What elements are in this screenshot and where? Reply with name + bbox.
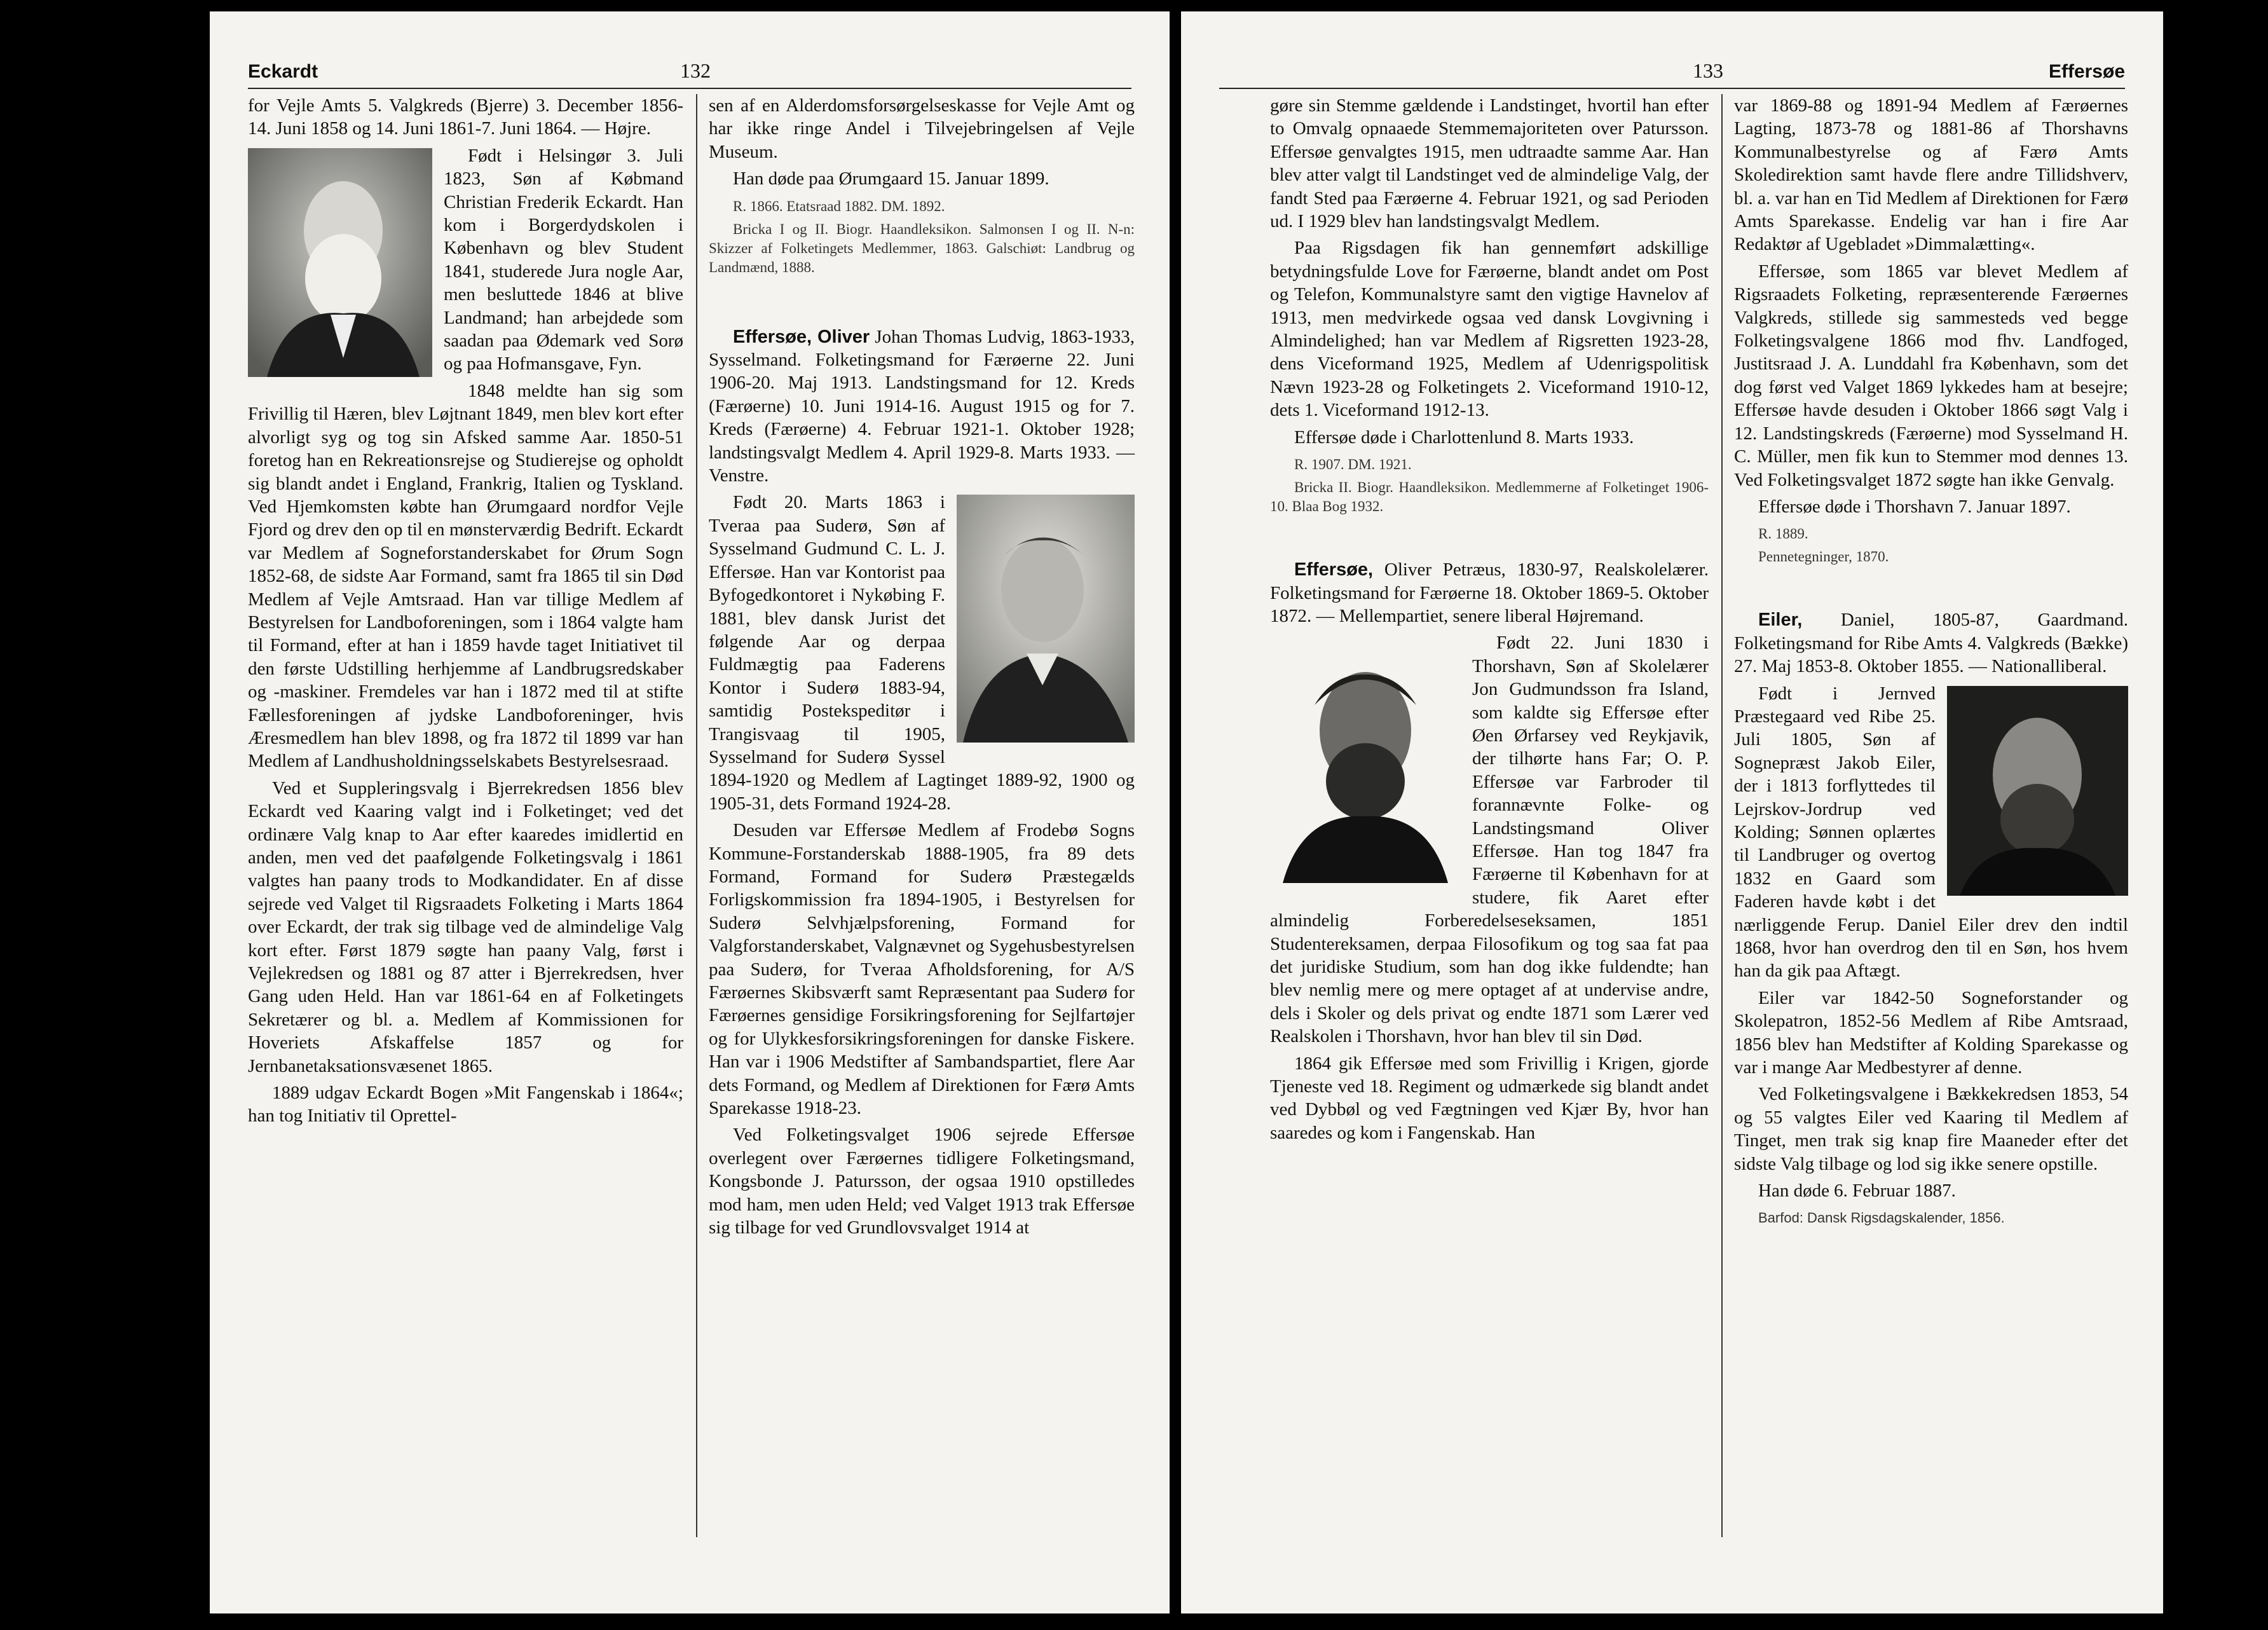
reference: R. 1866. Etatsraad 1882. DM. 1892.: [733, 198, 945, 214]
reference: Bricka II. Biogr. Haandleksikon. Medlemmerne af Folketinget 1906-10. Blaa Bog 1932.: [1270, 479, 1709, 515]
paragraph: Han døde paa Ørumgaard 15. Januar 1899.: [733, 168, 1049, 189]
entry-summary: Johan Thomas Ludvig, 1863-1933, Sysselmand. Folketingsmand for Færøerne 22. Juni 1906-20. Maj 1913. Landstingsmand for 12. Kreds (Færøerne) 10. Juni 1914-16. August 1915 og for 7. Kreds (Færøerne) 4. Februar 1921-1. Oktober 1928; landstingsvalgt Medlem 4. April 1929-8. Marts 1933. — Venstre.: [709, 326, 1135, 486]
paragraph: Ved Folketingsvalgene i Bækkekredsen 1853, 54 og 55 valgtes Eiler ved Kaaring til Medlem af Tinget, men trak sig knap fire Maaneder efter det sidste Valg tilbage og lod sig ikke senere opstille.: [1734, 1084, 2128, 1174]
column-1: [1270, 94, 1709, 1148]
paragraph: Eiler var 1842-50 Sogneforstander og Skolepatron, 1852-56 Medlem af Ribe Amtsraad, 1856 blev han Medstifter af Kolding Sparekasse og var i mange Aar Medbestyrer af denne.: [1734, 987, 2128, 1078]
paragraph: Født 20. Marts 1863 i Tveraa paa Suderø, Søn af Sysselmand Gudmund C. L. J. Effersøe. Han var Kontorist paa Byfogedkontoret i Nykøbing F. 1881, blev dansk Jurist det følgende Aar og derpaa Fuldmægtig paa Faderens Kontor i Suderø 1883-94, samtidig Postekspeditør i Trangisvaag til 1905, Sysselmand for Suderø Syssel 1894-1920 og Medlem af Lagtinget 1889-92, 1900 og 1905-31, dets Formand 1924-28.: [709, 492, 1135, 814]
portrait-oliver-effersoe: [957, 495, 1135, 743]
page-header: [1219, 43, 2125, 89]
portrait-oliver-petraeus-effersoe: [1270, 635, 1461, 883]
paragraph: 1848 meldte han sig som Frivillig til Hæren, blev Løjtnant 1849, men blev kort efter alvorligt syg og tog sin Afsked samme Aar. 1850-51 foretog han en Rekreationsrejse og Studierejse og opholdt sig blandt andet i England, Frankrig, Italien og Tyskland. Ved Hjemkomsten købte han Ørumgaard nordfor Vejle Fjord og drev den op til en mønsterværdig Bedrift. Eckardt var Medlem af Sogneforstanderskabet for Ørum Sogn 1852-68, de sidste Aar Formand, samt fra 1865 til sin Død Medlem af Vejle Amtsraad. Han var tillige Medlem af Bestyrelsen for Landboforeningen, som i 1864 valgte ham til Formand, efter at han i 1859 havde taget Initiativet til den første Udstilling herhjemme af Landbrugsredskaber og -maskiner. Fremdeles var han i 1872 med til at stifte Fællesforeningen af jydske Landboforeninger, hvis Æresmedlem han blev 1898, og fra 1872 til 1899 var han Medlem af Landhusholdningsselskabets Bestyrelsesraad.: [248, 380, 683, 772]
paragraph: Født i Jernved Præstegaard ved Ribe 25. Juli 1805, Søn af Sognepræst Jakob Eiler, der i 1813 forflyttedes til Lejrskov-Jordrup ved Kolding; Sønnen oplærtes til Landbruger og overtog 1832 en Gaard som Faderen havde købt i det nærliggende Ferup. Daniel Eiler drev den indtil 1868, hvor han overdrog den til en Søn, hos hvem han da gik paa Aftægt.: [1734, 683, 2128, 982]
portrait-eckardt: [248, 148, 432, 377]
paragraph: var 1869-88 og 1891-94 Medlem af Færøernes Lagting, 1873-78 og 1881-86 af Thorshavns Kommunalbestyrelse og af Færø Amts Skoledirektion samt havde flere andre Tillidshverv, bl. a. var han en Tid Medlem af Direktionen for Færø Amts Sparekasse. Endelig var han i fire Aar Redaktør af Ugebladet »Dimmalætting«.: [1734, 95, 2128, 255]
paragraph: Ved et Suppleringsvalg i Bjerrekredsen 1856 blev Eckardt ved Kaaring valgt ind i Folketinget; ved det ordinære Valg knap to Aar efter kaaredes imidlertid en anden, men ved det paafølgende Folketingsvalg i 1861 valgtes han paany trods to Modkandidater. En af disse sejrede ved Valget til Rigsraadets Folketing i Marts 1864 over Eckardt, der trak sig tilbage ved de almindelige Valg kort efter. Først 1879 søgte han paany Valg, først i Vejlekredsen og 1881 og 87 atter i Bjerrekredsen, hver Gang uden Held. Han var 1861-64 en af Folketingets Sekretærer og bl. a. Medlem af Kommissionen for Hoveriets Afskaffelse 1857 og for Jernbanetaksationsvæsenet 1865.: [248, 777, 683, 1076]
column-divider: [696, 94, 697, 1537]
paragraph: Effersøe døde i Charlottenlund 8. Marts 1933.: [1294, 427, 1634, 448]
entry-title: Effersøe,: [1294, 559, 1374, 580]
column-divider: [1721, 94, 1723, 1537]
paragraph: Ved Folketingsvalget 1906 sejrede Effersøe overlegent over Færøernes tidligere Folketingsmand, Kongsbonde J. Patursson, der ogsaa 1910 opstilledes mod ham, men uden Held; ved Valget 1913 trak Effersøe sig tilbage for ved Grundlovsvalget 1914 at: [709, 1125, 1135, 1238]
entry-summary: Daniel, 1805-87, Gaardmand. Folketingsmand for Ribe Amts 4. Valgkreds (Bække) 27. Maj 1853-8. Oktober 1855. — Nationalliberal.: [1734, 610, 2128, 677]
paragraph: Effersøe, som 1865 var blevet Medlem af Rigsraadets Folketing, repræsenterende Færøernes Valgkreds, stillede sig sammesteds ved begge Folketingsvalgene 1866 mod fhv. Landfoged, Justitsraad J. A. Lunddahl fra København, som det dog først ved Valget 1869 lykkedes ham at besejre; Effersøe havde desuden i Oktober 1866 søgt Valg i 12. Landstingskreds (Færøerne) mod Sysselmand H. C. Müller, men fik kun to Stemmer mod dennes 13. Ved Folketingsvalget 1872 søgte han ikke Genvalg.: [1734, 261, 2128, 490]
paragraph: Født 22. Juni 1830 i Thorshavn, Søn af Skolelærer Jon Gudmundsson fra Island, som kaldte sig Effersøe efter Øen Ørfarsey ved Reykjavik, der tilhørte hans Far; O. P. Effersøe var Farbroder til forannævnte Folke- og Landstingsmand Oliver Effersøe. Han tog 1847 fra Færøerne til København for at studere, fik Aaret efter almindelig Forberedelseseksamen, 1851 Studentereksamen, derpaa Filosofikum og tog saa fat paa det juridiske Studium, som han dog ikke fuldendte; han blev nemlig mere og mere optaget af at undervise andre, dels i Skoler og dels privat og endte 1871 som Lærer ved Realskolen i Thorshavn, hvor han blev til sin Død.: [1270, 633, 1709, 1047]
paragraph: Desuden var Effersøe Medlem af Frodebø Sogns Kommune-Forstanderskab 1888-1905, fra 89 dets Formand, Formand for Suderø Præstegælds Forligskommission fra 1894-1905, i Bestyrelsen for Suderø Selvhjælpsforening, Formand for Valgforstanderskabet, Valgnævnet og Sygehusbestyrelsen paa Suderø, for Tveraa Afholdsforening, for A/S Færøernes Skibsværft samt Repræsentant paa Suderø for Færøernes gensidige Forsikringsforening for Sejlfartøjer og for Ulykkesforsikringsforeningen for danske Fiskere. Han var i 1906 Medstifter af Sambandspartiet, flere Aar dets Formand, og Medlem af Direktionen for Færø Amts Sparekasse 1918-23.: [709, 820, 1135, 1119]
paragraph: gøre sin Stemme gældende i Landstinget, hvortil han efter to Omvalg opnaaede Stemmemajoriteten over Patursson. Effersøe genvalgtes 1915, men udtraadte samme Aar. Han blev atter valgt til Landstinget ved de almindelige Valg, der fandt Sted paa Færøerne 4. Februar 1921, og sad Perioden ud. I 1929 blev han landstingsvalgt Medlem.: [1270, 95, 1709, 232]
paragraph: sen af en Alderdomsforsørgelseskasse for Vejle Amt og har ikke ringe Andel i Tilvejebringelsen af Vejle Museum.: [709, 95, 1135, 162]
reference: Pennetegninger, 1870.: [1758, 549, 1889, 565]
left-page: [210, 11, 1170, 1613]
reference: Barfod: Dansk Rigsdagskalender, 1856.: [1758, 1210, 2005, 1226]
column-2: [709, 94, 1135, 1243]
paragraph: 1864 gik Effersøe med som Frivillig i Krigen, gjorde Tjeneste ved 18. Regiment og udmærkede sig blandt andet ved Dybbøl og ved Fægtningen ved Kjær By, hvor han saaredes og kom i Fangenskab. Han: [1270, 1053, 1709, 1143]
column-1: [248, 94, 683, 1132]
right-page: [1181, 11, 2163, 1613]
page-header: [248, 43, 1131, 89]
entry-title: Effersøe, Oliver: [733, 326, 870, 347]
reference: Bricka I og II. Biogr. Haandleksikon. Salmonsen I og II. N-n: Skizzer af Folketingets Medlemmer, 1863. Galschiøt: Landbrug og Landmænd, 1888.: [709, 221, 1135, 275]
paragraph: Effersøe døde i Thorshavn 7. Januar 1897.: [1758, 496, 2071, 517]
running-head: Effersøe: [2048, 61, 2125, 82]
page-number: 132: [680, 59, 711, 82]
portrait-daniel-eiler: [1947, 686, 2128, 896]
column-2: [1734, 94, 2128, 1231]
paragraph: Født i Helsingør 3. Juli 1823, Søn af Købmand Christian Frederik Eckardt. Han kom i Borgerdydskolen i København og blev Student 1841, studerede Jura nogle Aar, men besluttede 1846 at blive Landmand; han arbejdede som saadan paa Ødemark ved Sorø og paa Hofmansgave, Fyn.: [444, 145, 683, 374]
page-number: 133: [1693, 59, 1723, 82]
paragraph: Paa Rigsdagen fik han gennemført adskillige betydningsfulde Love for Færøerne, blandt andet om Post og Telefon, Kommunalstyre samt den vigtige Havnelov af 1913, men medvirkede ogsaa ved dansk Lovgivning i Almindelighed; han var Medlem af Rigsretten 1923-28, dens Viceformand 1925, Medlem af Udenrigspolitisk Nævn 1923-28 og Folketingets 2. Viceformand 1910-12, dets 1. Viceformand 1912-13.: [1270, 238, 1709, 421]
paragraph: for Vejle Amts 5. Valgkreds (Bjerre) 3. December 1856-14. Juni 1858 og 14. Juni 1861-7. Juni 1864. — Højre.: [248, 95, 683, 139]
entry-title: Eiler,: [1758, 610, 1803, 631]
running-head: Eckardt: [248, 61, 318, 82]
paragraph: Han døde 6. Februar 1887.: [1758, 1181, 1956, 1202]
paragraph: 1889 udgav Eckardt Bogen »Mit Fangenskab i 1864«; han tog Initiativ til Oprettel-: [248, 1083, 683, 1127]
reference: R. 1907. DM. 1921.: [1294, 456, 1412, 473]
reference: R. 1889.: [1758, 526, 1808, 542]
entry-summary: Oliver Petræus, 1830-97, Realskolelærer. Folketingsmand for Færøerne 18. Oktober 1869-5. Oktober 1872. — Mellempartiet, senere liberal Højremand.: [1270, 559, 1709, 626]
